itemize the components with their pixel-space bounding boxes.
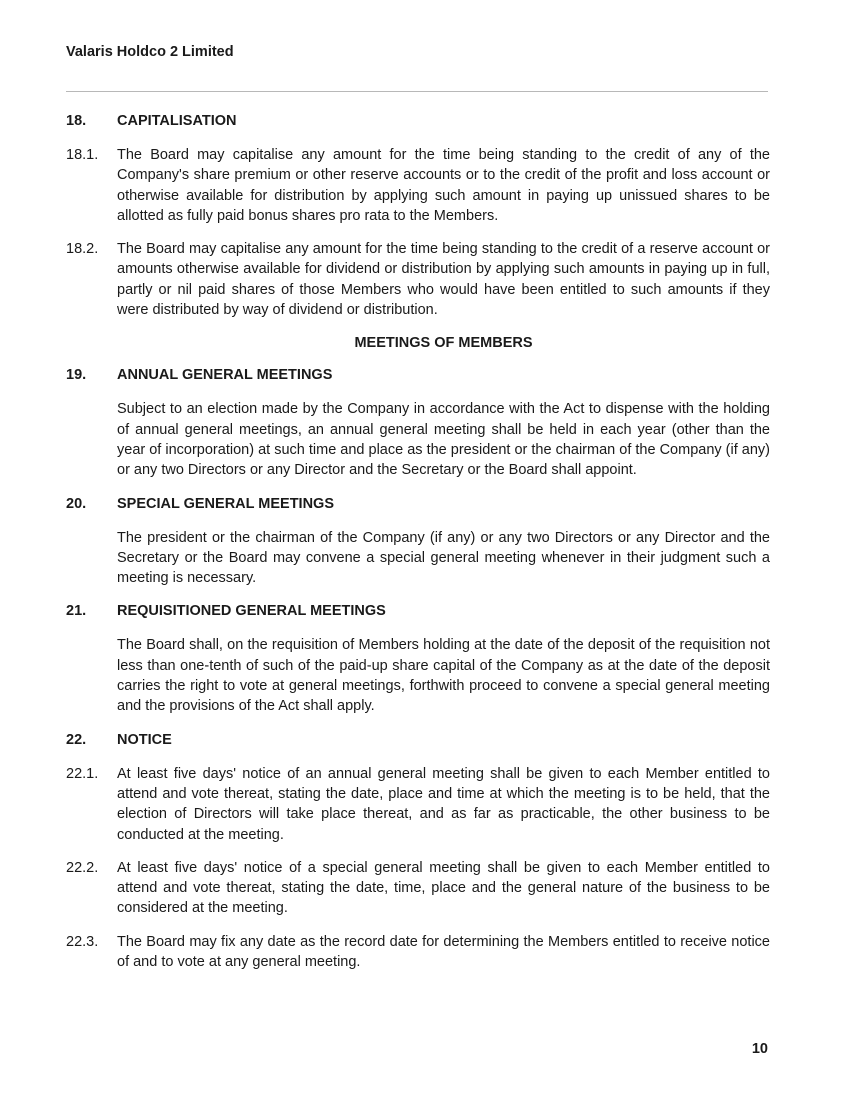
page-number: 10 bbox=[751, 1041, 768, 1057]
section-title: ANNUAL GENERAL MEETINGS bbox=[117, 367, 333, 384]
clause-22-1 bbox=[66, 764, 770, 845]
section-number: 19. bbox=[66, 367, 87, 384]
section-number: 21. bbox=[66, 603, 87, 620]
clause-number: 18.1. bbox=[66, 147, 99, 163]
section-19-text bbox=[66, 399, 770, 480]
company-name-header: Valaris Holdco 2 Limited bbox=[66, 44, 234, 60]
section-heading-21 bbox=[66, 601, 770, 621]
section-title: CAPITALISATION bbox=[117, 113, 237, 129]
section-number: 18. bbox=[66, 113, 87, 129]
clause-text: The Board shall, on the requisition of Members holding at the date of the deposit of the requisition not less than one-tenth of such of the paid-up share capital of the Company as at the date of the deposit carries the right to vote at general meetings, forthwith proceed to convene a special general meeting and the provisions of the Act shall apply. bbox=[117, 637, 770, 715]
clause-text: At least five days' notice of an annual general meeting shall be given to each Member entitled to attend and vote thereat, stating the date, place and time at which the meeting is to be held, that the election of Directors will take place thereat, and as far as practicable, the other business to be conducted at the meeting. bbox=[117, 765, 770, 843]
header-divider bbox=[66, 91, 768, 92]
section-20-text bbox=[66, 528, 770, 589]
section-heading-19 bbox=[66, 365, 770, 385]
clause-text: The Board may capitalise any amount for the time being standing to the credit of any of the Company's share premium or other reserve accounts or to the credit of the profit and loss account or otherwise available for distribution by applying such amount in paying up unissued shares to be allotted as fully paid bonus shares pro rata to the Members. bbox=[117, 147, 770, 224]
clause-text: The president or the chairman of the Company (if any) or any two Directors or any Director and the Secretary or the Board may convene a special general meeting whenever in their judgment such a meeting is necessary. bbox=[117, 529, 770, 587]
document-body bbox=[66, 111, 770, 985]
clause-number: 18.2. bbox=[66, 241, 99, 258]
section-number: 22. bbox=[66, 731, 87, 748]
section-title: SPECIAL GENERAL MEETINGS bbox=[117, 495, 334, 512]
clause-number: 22.3. bbox=[66, 933, 99, 950]
clause-text: At least five days' notice of a special general meeting shall be given to each Member entitled to attend and vote thereat, stating the date, time, place and the general nature of the business to be considered at the meeting. bbox=[117, 859, 770, 917]
section-heading-20 bbox=[66, 494, 770, 514]
clause-22-3 bbox=[66, 932, 770, 973]
section-heading-18 bbox=[66, 111, 770, 131]
clause-18-2 bbox=[66, 239, 770, 320]
clause-text: Subject to an election made by the Company in accordance with the Act to dispense with the holding of annual general meetings, an annual general meeting shall be held in each year (other than the year of incorporation) at such time and place as the president or the chairman of the Company (if any) or any two Directors or any Director and the Secretary or the Board shall appoint. bbox=[117, 401, 770, 479]
clause-18-1 bbox=[66, 145, 770, 226]
clause-22-2 bbox=[66, 858, 770, 919]
section-number: 20. bbox=[66, 495, 87, 512]
clause-text: The Board may fix any date as the record date for determining the Members entitled to receive notice of and to vote at any general meeting. bbox=[117, 933, 770, 971]
part-heading: MEETINGS OF MEMBERS bbox=[354, 335, 533, 352]
clause-number: 22.1. bbox=[66, 765, 99, 782]
section-title: NOTICE bbox=[117, 731, 172, 748]
section-21-text bbox=[66, 635, 770, 716]
section-title: REQUISITIONED GENERAL MEETINGS bbox=[117, 603, 386, 620]
clause-number: 22.2. bbox=[66, 859, 99, 876]
clause-text: The Board may capitalise any amount for the time being standing to the credit of a reserve account or amounts otherwise available for dividend or distribution by applying such amounts in paying up in full, partly or nil paid shares of those Members who would have been entitled to such amounts if they were distributed by way of dividend or distribution. bbox=[117, 241, 770, 319]
section-heading-22 bbox=[66, 730, 770, 750]
